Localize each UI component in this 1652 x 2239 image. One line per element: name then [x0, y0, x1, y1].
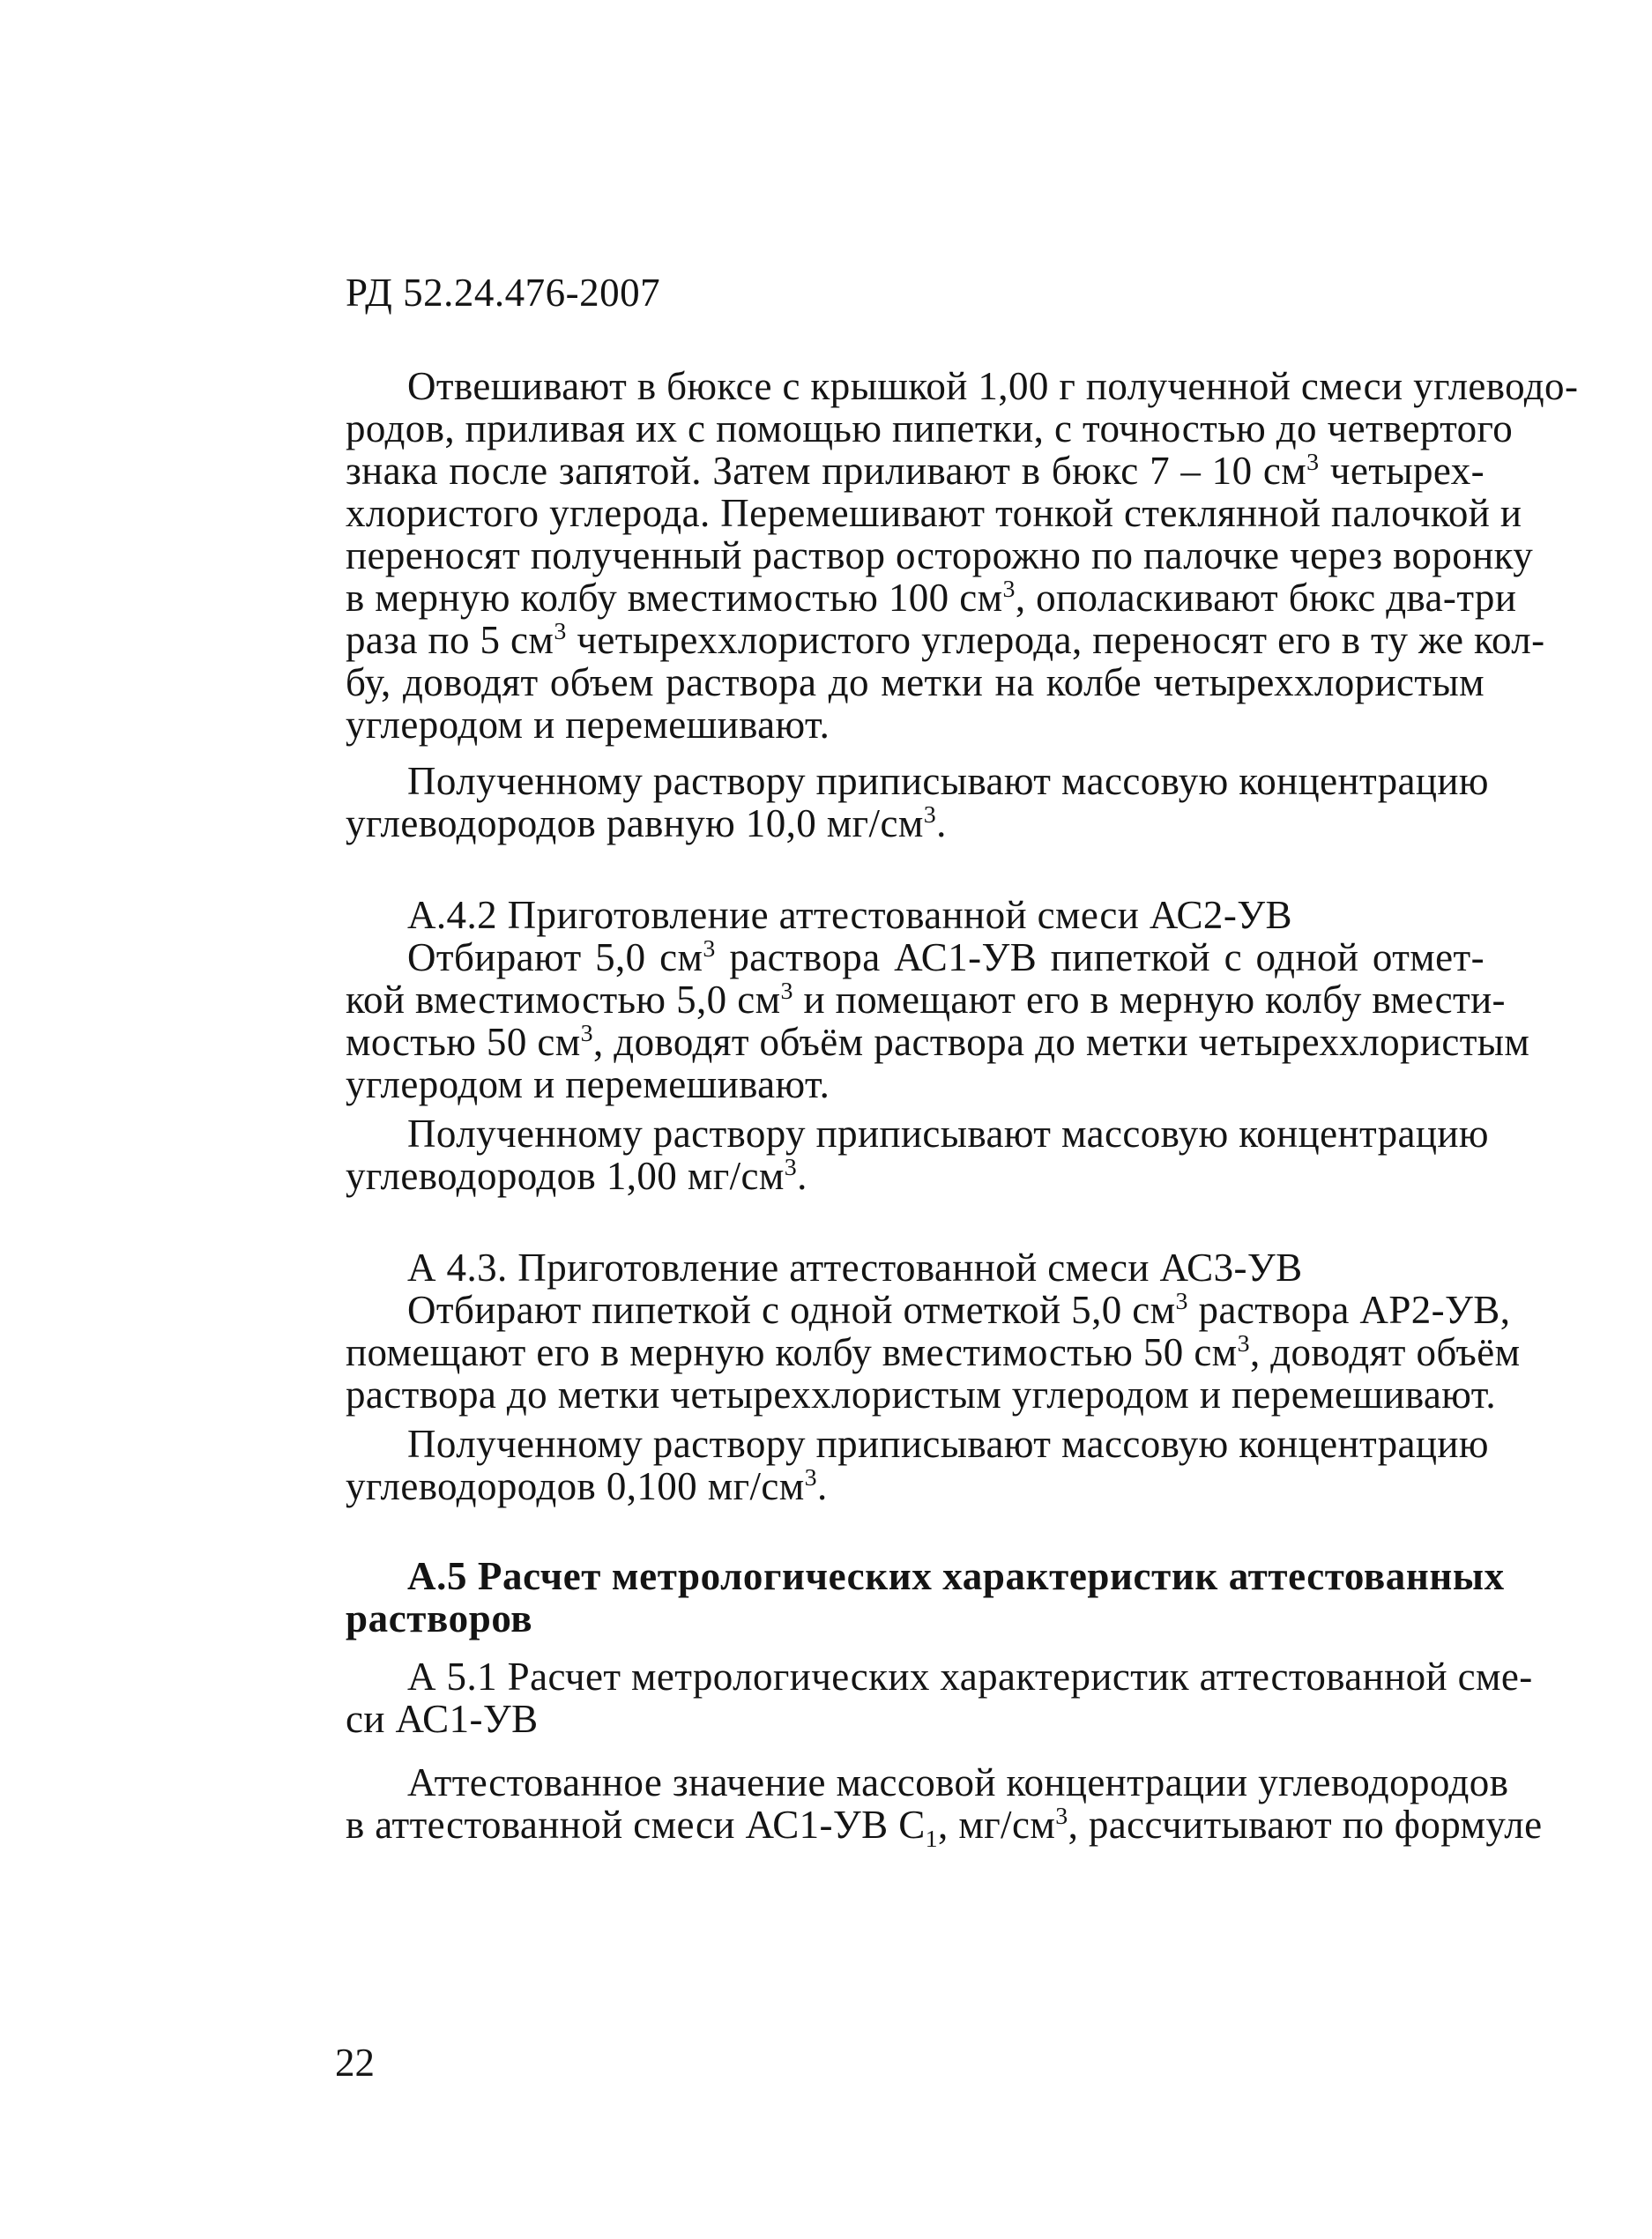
text-run: раствора АС1-УВ пипеткой с одной отмет-: [715, 935, 1485, 979]
paragraph-line: [346, 1330, 1521, 1374]
text-run: помещают его в мерную колбу вместимостью 50 см: [346, 1330, 1238, 1374]
paragraph-line: Аттестованное значение массовой концентрации углеводородов: [407, 1760, 1509, 1804]
paragraph-line: раствора до метки четыреххлористым углеродом и перемешивают.: [346, 1372, 1497, 1417]
paragraph-line: [346, 801, 1485, 845]
text-run: углеводородов 0,100 мг/см: [346, 1464, 805, 1508]
subsection-heading: А 5.1 Расчет метрологических характеристик аттестованной сме-: [407, 1655, 1533, 1699]
text-run: раза по 5 см: [346, 618, 554, 662]
text-run: , доводят объём раствора до метки четыреххлористым: [593, 1020, 1530, 1064]
subscript: 1: [925, 1826, 939, 1853]
superscript: 3: [784, 1154, 798, 1181]
paragraph-line: [346, 1154, 1485, 1198]
superscript: 3: [1055, 1803, 1068, 1830]
paragraph-line: Полученному раствору приписывают массовую концентрацию: [407, 759, 1489, 803]
paragraph-line: Полученному раствору приписывают массовую концентрацию: [407, 1422, 1489, 1466]
subsection-heading: А 4.3. Приготовление аттестованной смеси АС3-УВ: [407, 1246, 1303, 1290]
text-run: , мг/см: [938, 1803, 1056, 1847]
text-run: углеводородов 1,00 мг/см: [346, 1154, 785, 1198]
text-run: .: [797, 1154, 807, 1198]
superscript: 3: [804, 1464, 817, 1491]
text-run: в мерную колбу вместимостью 100 см: [346, 576, 1003, 620]
text-run: знака после запятой. Затем приливают в бюкс 7 – 10 см: [346, 449, 1307, 493]
text-run: четыреххлористого углерода, переносят его в ту же кол-: [566, 618, 1545, 662]
paragraph-line: [407, 1288, 1511, 1332]
paragraph-line: углеродом и перемешивают.: [346, 1062, 830, 1106]
text-run: Отбирают 5,0 см: [407, 935, 703, 979]
superscript: 3: [1306, 449, 1320, 476]
text-run: раствора АР2-УВ,: [1187, 1288, 1511, 1332]
paragraph-line: бу, доводят объем раствора до метки на колбе четыреххлористым: [346, 660, 1485, 704]
superscript: 3: [703, 935, 716, 963]
superscript: 3: [554, 618, 567, 645]
text-run: мостью 50 см: [346, 1020, 581, 1064]
paragraph-line: [346, 1464, 1485, 1508]
page-number: 22: [335, 2041, 375, 2085]
paragraph-line: [346, 576, 1517, 620]
superscript: 3: [580, 1020, 593, 1047]
paragraph-line: [346, 1020, 1530, 1064]
text-run: кой вместимостью 5,0 см: [346, 978, 781, 1022]
subsection-heading: А.4.2 Приготовление аттестованной смеси АС2-УВ: [407, 893, 1292, 937]
paragraph-line: [346, 451, 1485, 491]
text-run: , ополаскивают бюкс два-три: [1015, 576, 1517, 620]
subsection-heading: си АС1-УВ: [346, 1697, 539, 1741]
section-heading: А.5 Расчет метрологических характеристик аттестованных: [407, 1554, 1505, 1598]
superscript: 3: [1237, 1330, 1250, 1358]
paragraph-line: углеродом и перемешивают.: [346, 703, 830, 747]
section-heading: растворов: [346, 1596, 533, 1640]
text-run: .: [816, 1464, 828, 1508]
text-run: .: [936, 801, 947, 845]
paragraph-line: родов, приливая их с помощью пипетки, с точностью до четвертого: [346, 406, 1514, 450]
text-run: Отбирают пипеткой с одной отметкой 5,0 см: [407, 1288, 1176, 1332]
superscript: 3: [1002, 576, 1016, 603]
text-run: в аттестованной смеси АС1-УВ С: [346, 1803, 926, 1847]
superscript: 3: [780, 978, 793, 1005]
text-run: , доводят объём: [1249, 1330, 1521, 1374]
paragraph-line: хлористого углерода. Перемешивают тонкой стеклянной палочкой и: [346, 491, 1522, 535]
text-run: , рассчитывают по формуле: [1068, 1803, 1543, 1847]
text-run: четырех-: [1319, 449, 1485, 493]
paragraph-line: Отвешивают в бюксе с крышкой 1,00 г полученной смеси углеводо-: [407, 364, 1579, 408]
paragraph-line: [346, 978, 1506, 1022]
text-run: углеводородов равную 10,0 мг/см: [346, 801, 924, 845]
paragraph-line: [346, 1803, 1543, 1853]
text-run: и помещают его в мерную колбу вмести-: [793, 978, 1506, 1022]
superscript: 3: [923, 801, 937, 829]
paragraph-line: [346, 618, 1545, 662]
paragraph-line: переносят полученный раствор осторожно по палочке через воронку: [346, 533, 1534, 577]
paragraph-line: [407, 935, 1485, 979]
superscript: 3: [1175, 1288, 1188, 1315]
paragraph-line: Полученному раствору приписывают массовую концентрацию: [407, 1112, 1489, 1156]
document-header: РД 52.24.476-2007: [346, 271, 661, 315]
